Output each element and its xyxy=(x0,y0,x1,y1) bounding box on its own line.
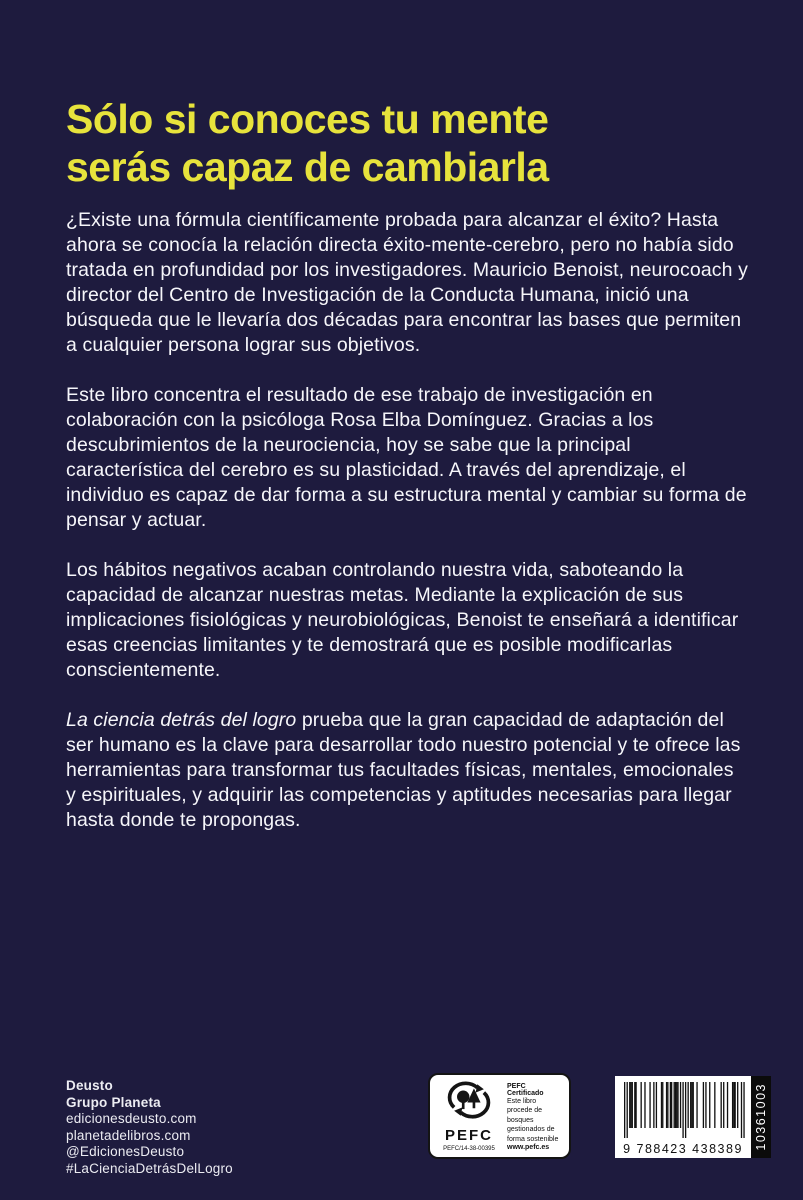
publisher-website-2: planetadelibros.com xyxy=(66,1127,191,1143)
pefc-license-code: PEFC/14-38-00395 xyxy=(443,1146,495,1152)
synopsis-paragraph-2: Este libro concentra el resultado de ese trabajo de investigación en colaboración con la psicóloga Rosa Elba Domínguez. Gracias a los descubrimientos de la neurociencia, hoy se sabe que la principal característica del cerebro es su plasticidad. A través del aprendizaje, el individuo es capaz de dar forma a su estructura mental y cambiar su forma de pensar y actuar. xyxy=(66,384,747,531)
synopsis-paragraph-3: Los hábitos negativos acaban controlando nuestra vida, saboteando la capacidad de alcanzar nuestras metas. Mediante la explicación de sus implicaciones fisiológicas y neurobiológicas, Benoist te enseñará a identificar esas creencias limitantes y te demostrará que es posible modificarlas conscientemente. xyxy=(66,559,739,681)
publisher-hashtag: #LaCienciaDetrásDelLogro xyxy=(66,1160,233,1176)
synopsis-paragraph-4-rest: prueba que la gran capacidad de adaptación del ser humano es la clave para desarrollar todo nuestro potencial y te ofrece las herramientas para transformar tus facultades físicas, mentales, emocionales y espirituales, y adquirir las competencias y aptitudes necesarias para llegar hasta donde te propongas. xyxy=(66,709,741,831)
ean-barcode xyxy=(615,1076,751,1158)
isbn-digits: 9 788423 438389 xyxy=(623,1142,743,1156)
headline xyxy=(66,96,549,191)
print-run-strip xyxy=(751,1076,771,1158)
pefc-certified-label: PEFC Certificado xyxy=(507,1083,544,1097)
headline-line-1: Sólo si conoces tu mente xyxy=(66,96,549,142)
synopsis-paragraph-1: ¿Existe una fórmula científicamente probada para alcanzar el éxito? Hasta ahora se conocía la relación directa éxito-mente-cerebro, pero no había sido tratada en profundidad por los investigadores. Mauricio Benoist, neurocoach y director del Centro de Investigación de la Conducta Humana, inició una búsqueda que le llevaría dos décadas para encontrar las bases que permiten a cualquier persona lograr sus objetivos. xyxy=(66,209,748,356)
pefc-certification-box xyxy=(428,1073,571,1159)
publisher-website-1: edicionesdeusto.com xyxy=(66,1111,197,1126)
pefc-claim: Este libro procede de bosques gestionados de forma sostenible xyxy=(507,1098,559,1143)
pefc-url: www.pefc.es xyxy=(507,1144,550,1152)
print-run-number: 10361003 xyxy=(754,1083,768,1151)
book-title-italic: La ciencia detrás del logro xyxy=(66,709,297,731)
publisher-block xyxy=(66,1078,233,1177)
publisher-imprint: Deusto xyxy=(66,1078,113,1093)
headline-line-2: serás capaz de cambiarla xyxy=(66,143,549,190)
pefc-text-column xyxy=(501,1081,563,1152)
pefc-logo-column xyxy=(437,1081,501,1152)
synopsis xyxy=(66,208,748,858)
publisher-group: Grupo Planeta xyxy=(66,1094,161,1110)
pefc-trees-icon xyxy=(444,1081,494,1124)
barcode-block xyxy=(615,1076,771,1158)
barcode-bars xyxy=(624,1082,745,1142)
synopsis-paragraph-4 xyxy=(66,708,748,833)
publisher-social-handle: @EdicionesDeusto xyxy=(66,1144,185,1159)
pefc-wordmark: PEFC xyxy=(444,1126,493,1144)
